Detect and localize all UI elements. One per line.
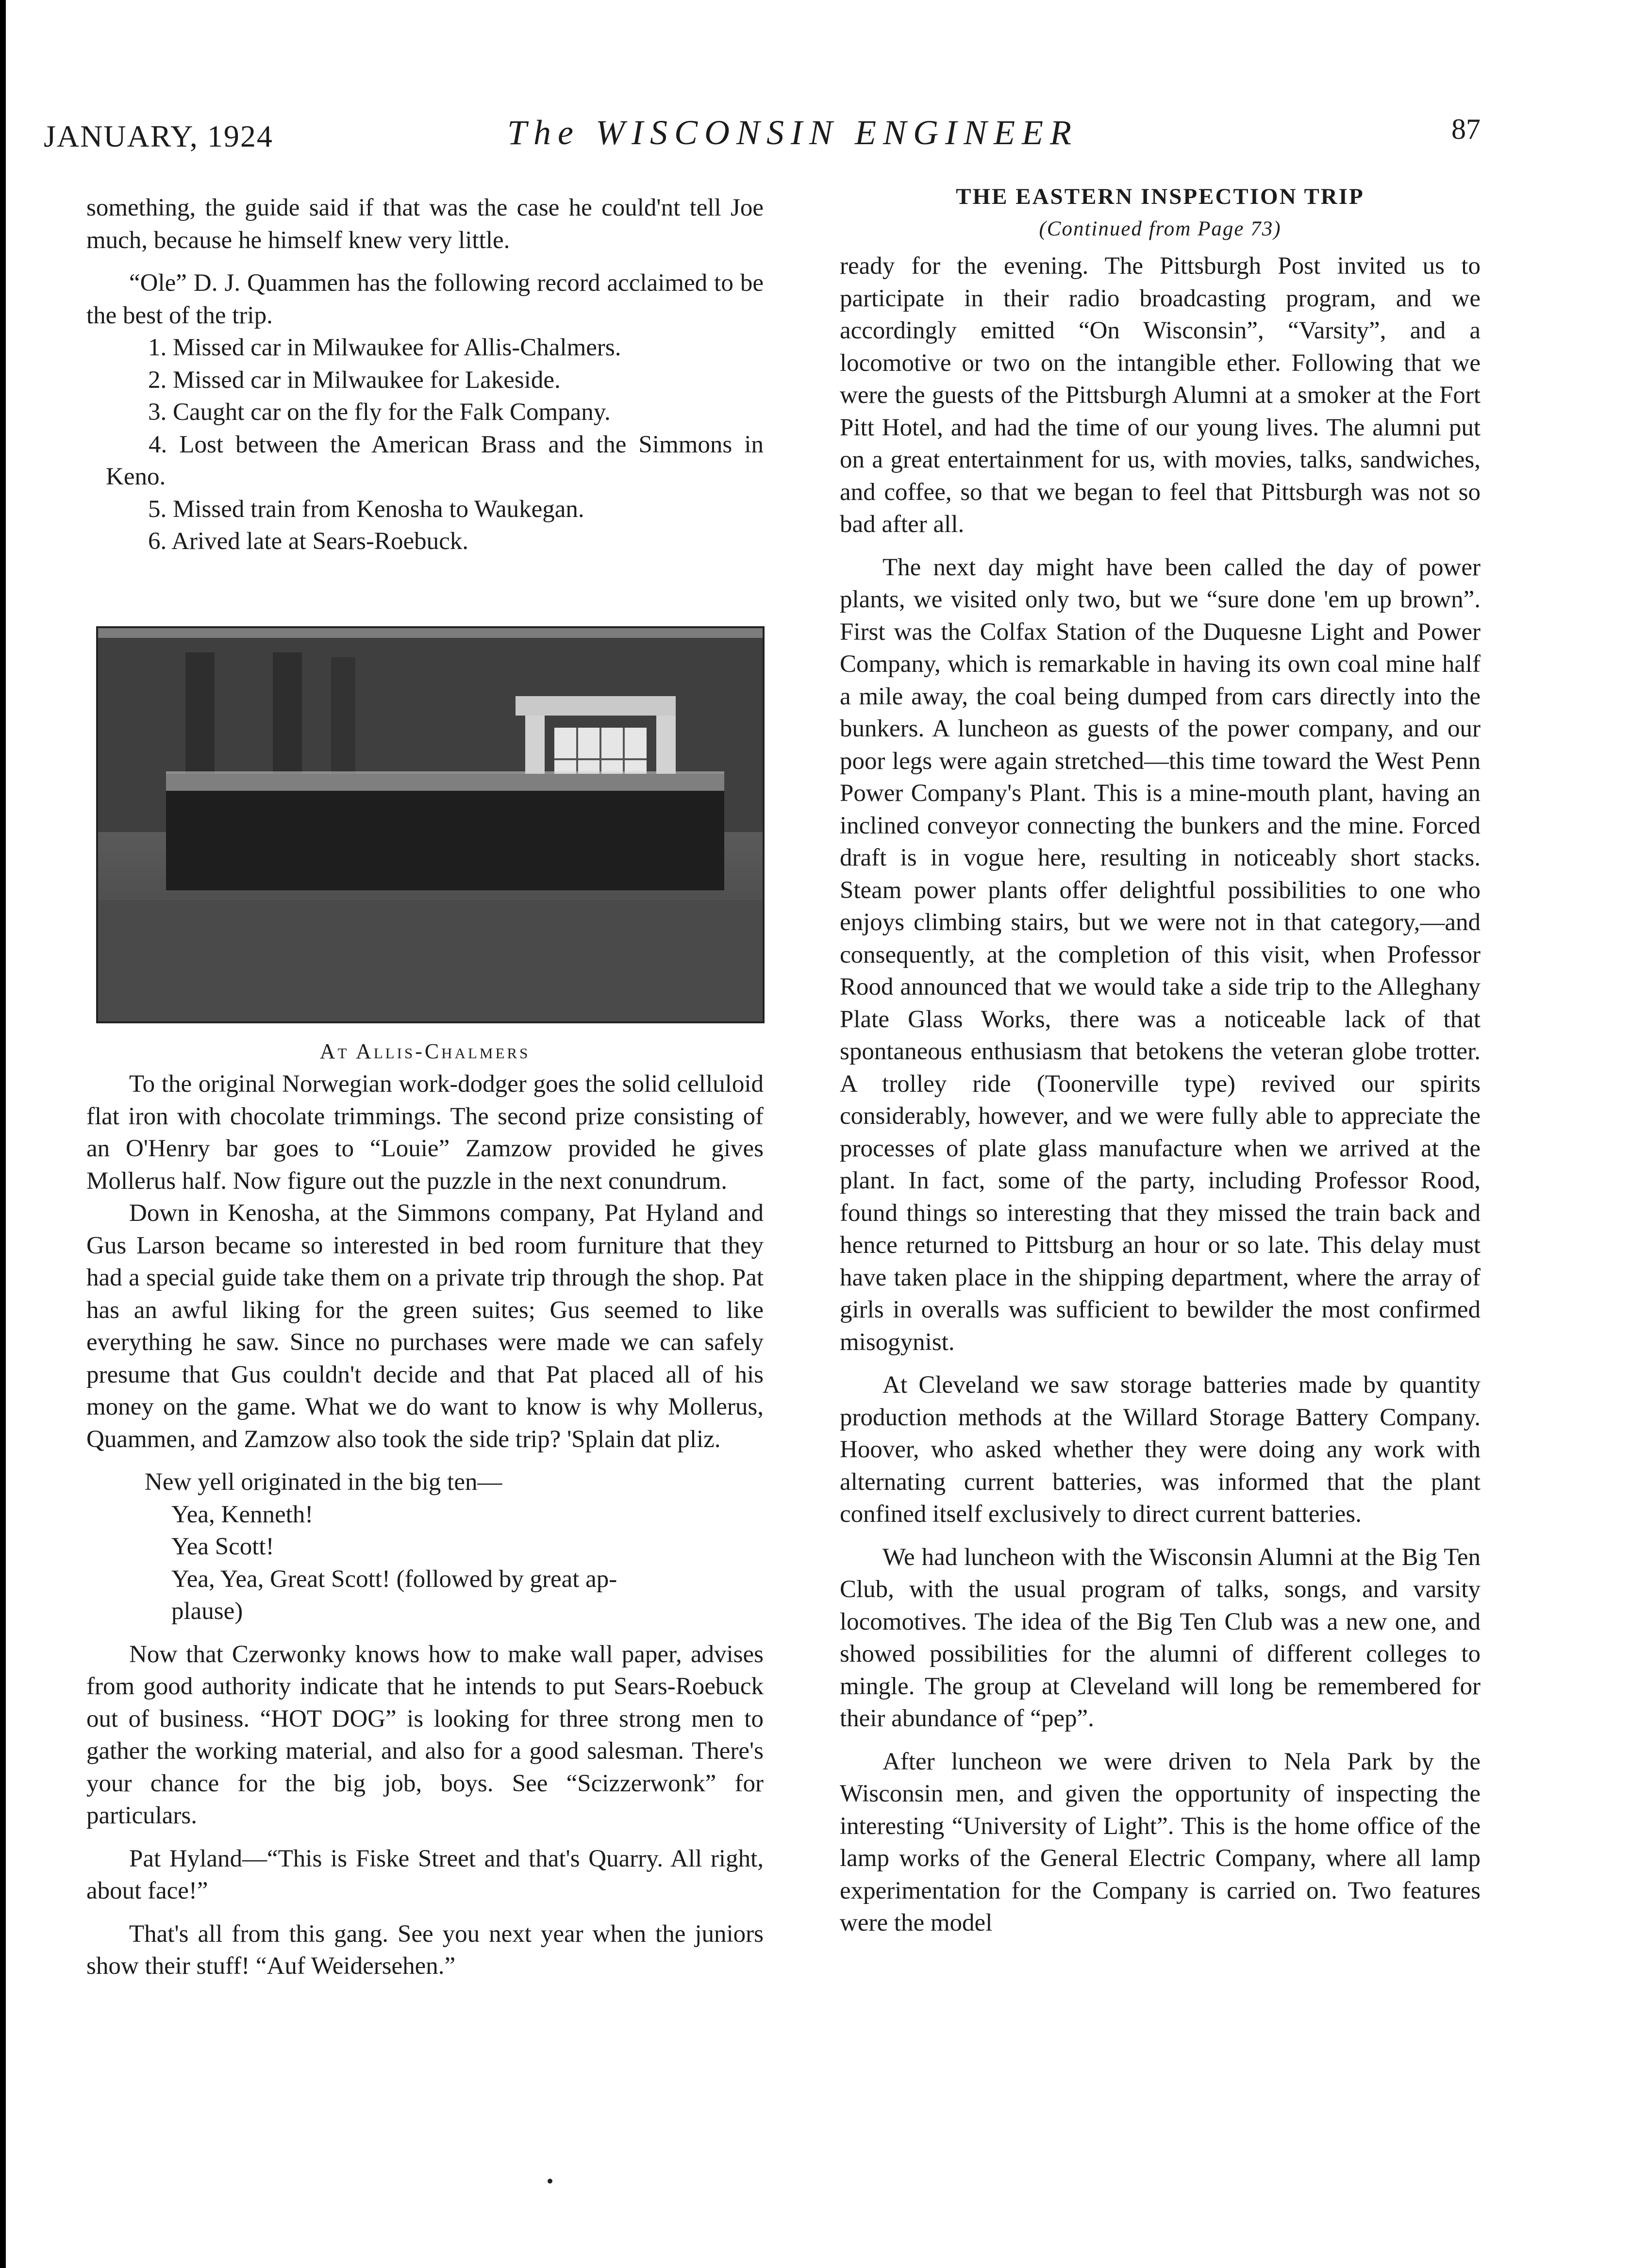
list-item: 5. Missed train from Kenosha to Waukegan. [148, 495, 584, 523]
article-title: THE EASTERN INSPECTION TRIP [956, 184, 1365, 209]
yell-line: Yea Scott! [171, 1533, 274, 1560]
page-header [44, 113, 1500, 171]
scan-edge [0, 0, 6, 2268]
paragraph: To the original Norwegian work-dodger goes the solid celluloid flat iron with chocolate trimmings. The second prize consisting of an O'Henry bar goes to “Louie” Zamzow provided he gives Mollerus half. Now figure out the puzzle in the next conundrum. [86, 1070, 764, 1195]
paragraph: ready for the evening. The Pittsburgh Post invited us to participate in their radio broadcasting program, and we accordingly emitted “On Wisconsin”, “Varsity”, and a locomotive or two on the intangible ether. Following that we were the guests of the Pittsburgh Alumni at a smoker at the Fort Pitt Hotel, and had the time of our young lives. The alumni put on a great entertainment for us, with movies, talks, sandwiches, and coffee, so that we began to feel that Pittsburgh was not so bad after all. [840, 252, 1481, 538]
paragraph: The next day might have been called the day of power plants, we visited only two, but we “sure done 'em up brown”. First was the Colfax Station of the Duquesne Light and Power Company, which is remarkable in having its own coal mine half a mile away, the coal being dumped from cars directly into the bunkers. A luncheon as guests of the power company, and our poor legs were again stretched—this time toward the West Penn Power Company's Plant. This is a mine-mouth plant, having an inclined conveyor connecting the bunkers and the mine. Forced draft is in vogue here, resulting in noticeably short stacks. Steam power plants offer delightful possibilities to one who enjoys climbing stairs, but we were not in that category,—and consequently, at the completion of this visit, when Professor Rood announced that we would take a side trip to the Alleghany Plate Glass Works, there was a noticeable lack of that spontaneous enthusiasm that betokens the veteran globe trotter. A trolley ride (Toonerville type) revived our spirits considerably, however, and we were fully able to appreciate the processes of plate glass manufacture when we arrived at the plant. In fact, some of the party, including Professor Rood, found things so interesting that they missed the train back and hence returned to Pittsburg an hour or so late. This delay must have taken place in the shipping department, where the array of girls in overalls was sufficient to bewilder the most confirmed misogynist. [840, 553, 1481, 1356]
paragraph: At Cleveland we saw storage batteries made by quantity production methods at the Willard Storage Battery Company. Hoover, who asked whether they were doing any work with alternating current batteries, was informed that the plant confined itself exclusively to direct current batteries. [840, 1371, 1481, 1528]
list-item: 3. Caught car on the fly for the Falk Company. [148, 399, 611, 426]
print-mark [548, 2179, 552, 2184]
paragraph: That's all from this gang. See you next year when the juniors show their stuff! “Auf Weidersehen.” [86, 1920, 764, 1980]
paragraph: After luncheon we were driven to Nela Park by the Wisconsin men, and given the opportunity of inspecting the interesting “University of Light”. This is the home office of the lamp works of the General Electric Company, where all lamp experimentation for the Company is carried on. Two features were the model [840, 1748, 1481, 1936]
magazine-title: The WISCONSIN ENGINEER [507, 113, 1078, 152]
paragraph: Now that Czerwonky knows how to make wall paper, advises from good authority indicate that he intends to put Sears-Roebuck out of business. “HOT DOG” is looking for three strong men to gather the working material, and also for a good salesman. There's your chance for the big job, boys. See “Scizzerwonk” for particulars. [86, 1640, 764, 1829]
group-photo [96, 626, 765, 1023]
page-number: 87 [1451, 113, 1481, 145]
yell-intro: New yell originated in the big ten— [145, 1468, 502, 1496]
paragraph: “Ole” D. J. Quammen has the following record acclaimed to be the best of the trip. [86, 269, 764, 329]
paragraph: We had luncheon with the Wisconsin Alumni at the Big Ten Club, with the usual program of talks, songs, and varsity locomotives. The idea of the Big Ten Club was a new one, and showed possibilities for the alumni of different colleges to mingle. The group at Cleveland will long be remembered for their abundance of “pep”. [840, 1543, 1481, 1732]
paragraph: something, the guide said if that was the case he could'nt tell Joe much, because he himself knew very little. [86, 194, 764, 254]
list-item: 1. Missed car in Milwaukee for Allis-Chalmers. [148, 334, 621, 361]
right-column [840, 181, 1481, 1939]
paragraph: Down in Kenosha, at the Simmons company, Pat Hyland and Gus Larson became so interested in bed room furniture that they had a special guide take them on a private trip through the shop. Pat has an awful liking for the green suites; Gus seemed to like everything he saw. Since no purchases were made we can safely presume that Gus couldn't decide and that Pat placed all of his money on the game. What we do want to know is why Mollerus, Quammen, and Zamzow also took the side trip? 'Splain dat pliz. [86, 1200, 764, 1453]
group-photo-image [98, 628, 763, 1021]
continued-note: (Continued from Page 73) [1039, 217, 1282, 240]
list-item: 2. Missed car in Milwaukee for Lakeside. [148, 366, 561, 394]
paragraph: Pat Hyland—“This is Fiske Street and that's Quarry. All right, about face!” [86, 1845, 764, 1904]
list-item: 4. Lost between the American Brass and the Simmons in Keno. [106, 431, 764, 490]
left-column-lower [86, 1068, 764, 1983]
yell-line: Yea, Yea, Great Scott! (followed by great ap- [171, 1565, 617, 1593]
left-column [86, 192, 764, 558]
photo-caption: At Allis-Chalmers [319, 1039, 531, 1063]
yell-line: plause) [171, 1598, 243, 1625]
issue-date: JANUARY, 1924 [44, 119, 273, 153]
yell-line: Yea, Kenneth! [171, 1501, 314, 1528]
list-item: 6. Arived late at Sears-Roebuck. [148, 528, 468, 555]
